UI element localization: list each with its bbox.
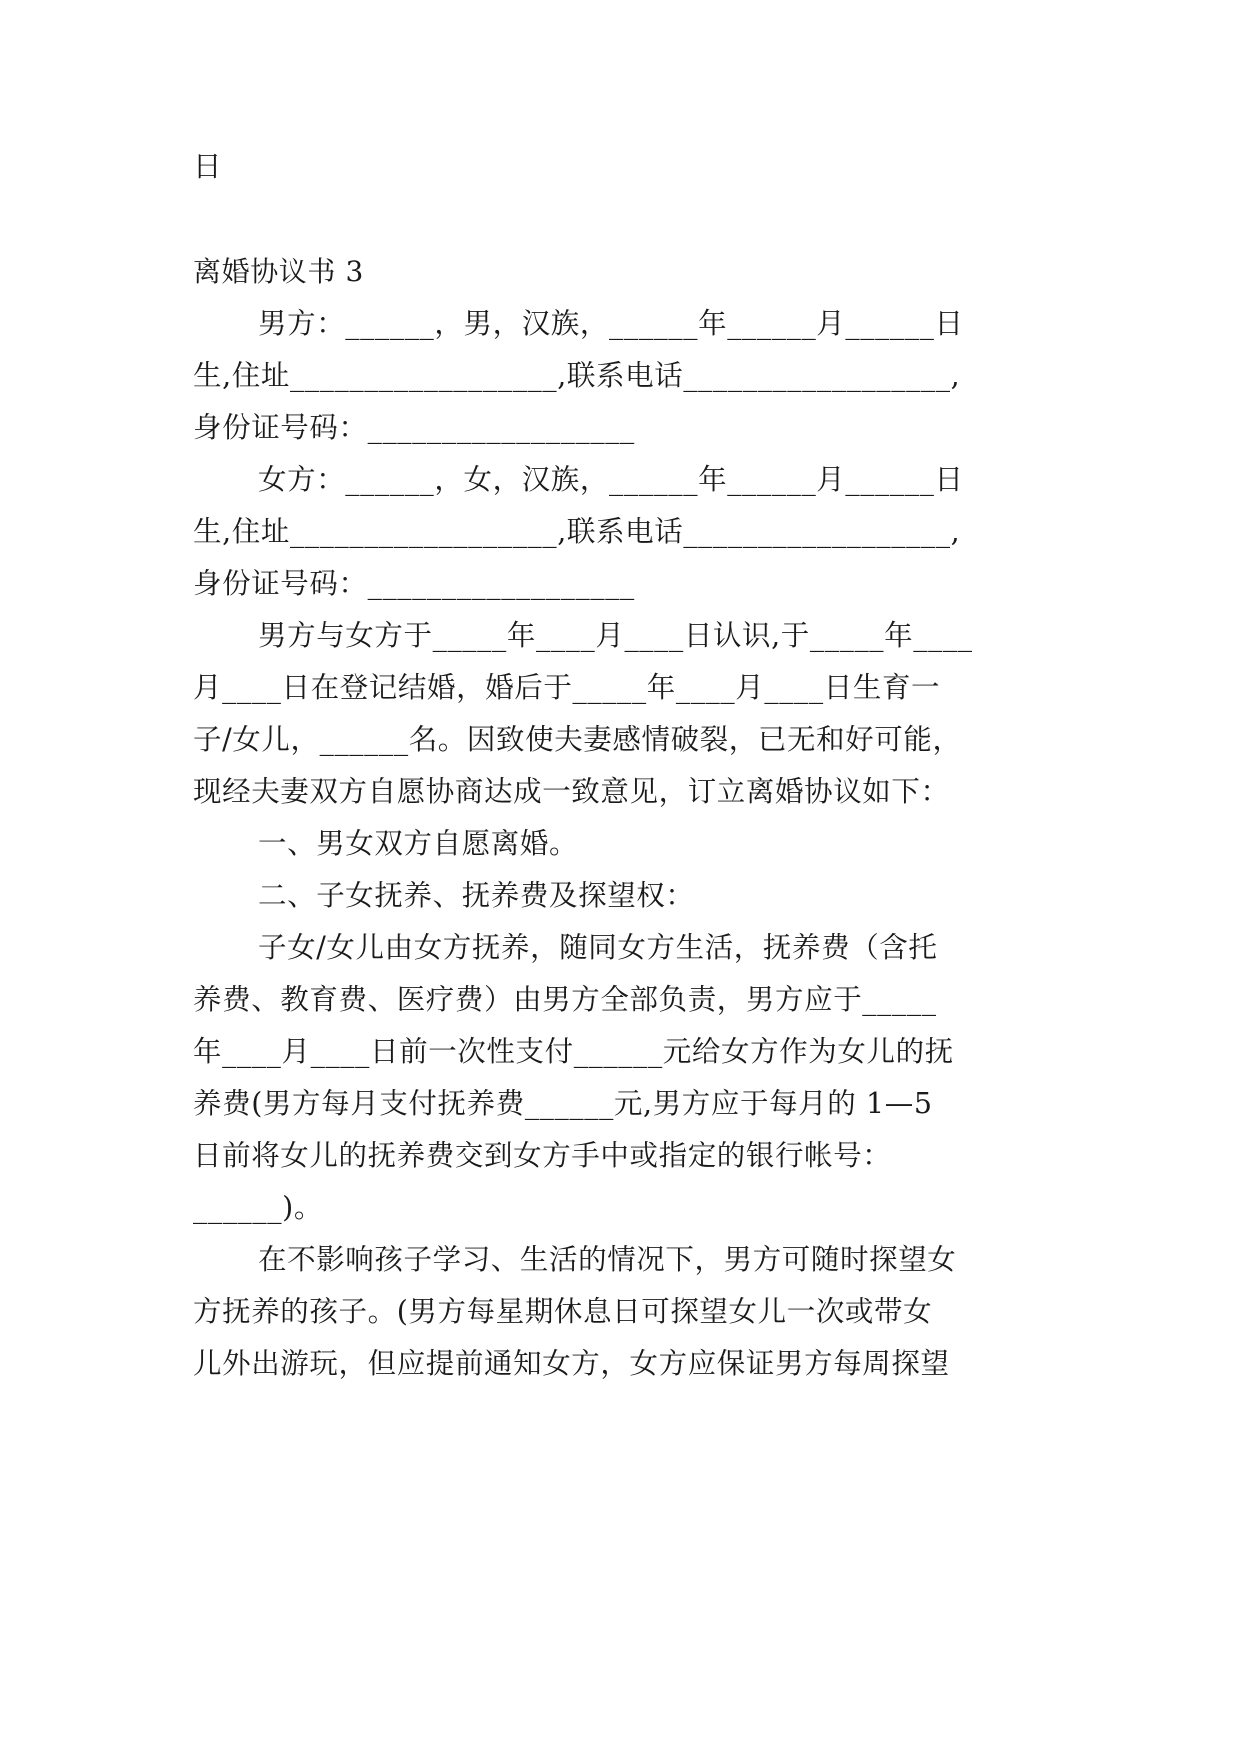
text-line: 养费(男方每月支付抚养费______元,男方应于每月的 1—5 bbox=[193, 1087, 933, 1120]
prev-page-fragment: 日 bbox=[193, 150, 223, 183]
text-line: 一、男女双方自愿离婚。 bbox=[258, 827, 579, 860]
text-line: 养费、教育费、医疗费）由男方全部负责，男方应于_____ bbox=[193, 983, 937, 1016]
text-line: 生,住址__________________,联系电话__________________, bbox=[193, 359, 961, 392]
text-line: 月____日在登记结婚，婚后于_____年____月____日生育一 bbox=[193, 671, 941, 704]
text-line: 子/女儿，______名。因致使夫妻感情破裂，已无和好可能， bbox=[193, 723, 962, 756]
text-line: 方抚养的孩子。(男方每星期休息日可探望女儿一次或带女 bbox=[193, 1295, 933, 1328]
text-line: 身份证号码：__________________ bbox=[193, 411, 635, 444]
text-line: 二、子女抚养、抚养费及探望权： bbox=[258, 879, 695, 912]
text-line: 日前将女儿的抚养费交到女方手中或指定的银行帐号： bbox=[193, 1139, 892, 1172]
text-line: 男方与女方于_____年____月____日认识,于_____年____ bbox=[258, 619, 973, 652]
text-line: 女方：______，女，汉族，______年______月______日 bbox=[258, 463, 964, 496]
text-line: 年____月____日前一次性支付______元给女方作为女儿的抚 bbox=[193, 1035, 954, 1068]
text-line: 生,住址__________________,联系电话__________________, bbox=[193, 515, 961, 548]
text-line: ______)。 bbox=[193, 1191, 323, 1224]
document-title: 离婚协议书 3 bbox=[193, 255, 364, 288]
text-line: 男方：______，男，汉族，______年______月______日 bbox=[258, 307, 964, 340]
text-line: 子女/女儿由女方抚养，随同女方生活，抚养费（含托 bbox=[258, 931, 938, 964]
text-line: 现经夫妻双方自愿协商达成一致意见，订立离婚协议如下： bbox=[193, 775, 950, 808]
text-line: 儿外出游玩，但应提前通知女方，女方应保证男方每周探望 bbox=[193, 1347, 950, 1380]
text-line: 身份证号码：__________________ bbox=[193, 567, 635, 600]
text-line: 在不影响孩子学习、生活的情况下，男方可随时探望女 bbox=[258, 1243, 957, 1276]
